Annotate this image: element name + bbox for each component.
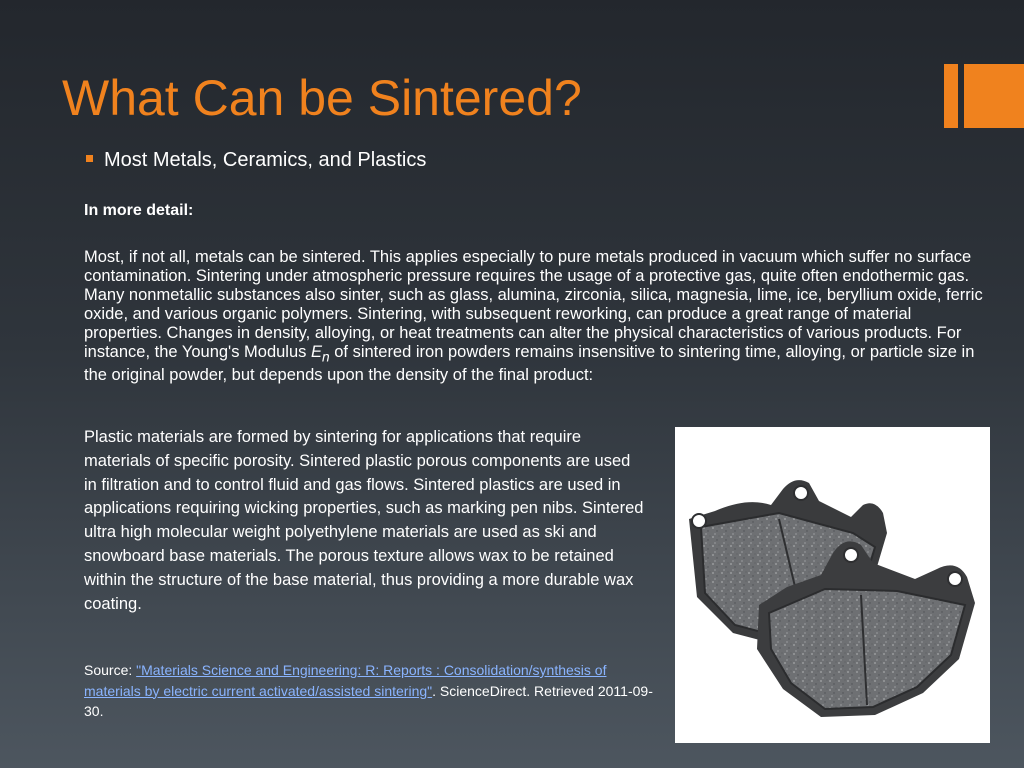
source-citation [84,660,654,722]
accent-bar-wide [964,64,1024,128]
brake-pads-image [675,427,990,743]
source-suffix: . ScienceDirect. Retrieved 2011-09-30. [84,682,653,719]
detail-heading: In more detail: [84,202,194,219]
slide-title: What Can be Sintered? [62,70,582,126]
source-link[interactable]: "Materials Science and Engineering: R: Reports : Consolidation/synthesis of materials by electric current activated/assisted sintering" [84,662,607,699]
metals-paragraph-part1: Most, if not all, metals can be sintered. This applies especially to pure metals produced in vacuum which suffer no surface contamination. Sintering under atmospheric pressure requires the usage of a protective gas, quite often endothermic gas. Many nonmetallic substances also sinter, such as glass, alumina, zirconia, silica, magnesia, lime, ice, beryllium oxide, ferric oxide, and various organic polymers. Sintering, with subsequent reworking, can produce a great range of material properties. Changes in density, alloying, or heat treatments can alter the physical characteristics of various products. For instance, the Young's Modulus [84,248,983,361]
accent-bars [944,64,1024,128]
modulus-subscript [322,349,330,364]
modulus-subscript-text: n [322,349,330,365]
bullet-text: Most Metals, Ceramics, and Plastics [104,149,427,171]
modulus-symbol: E [310,343,322,361]
metals-paragraph [84,248,984,385]
brake-pads-illustration [675,427,990,743]
metals-paragraph-part2: of sintered iron powders remains insensitive to sintering time, alloying, or particle size in the original powder, but depends upon the density of the final product: [84,343,975,385]
square-bullet-icon [86,155,93,162]
accent-bar-thin [944,64,958,128]
source-label: Source: [84,662,137,678]
plastics-paragraph: Plastic materials are formed by sintering for applications that require materials of specific porosity. Sintered plastic porous components are used in filtration and to control fluid and gas flows. Sintered plastics are used in applications requiring wicking properties, such as marking pen nibs. Sintered ultra high molecular weight polyethylene materials are used as ski and snowboard base materials. The porous texture allows wax to be retained within the structure of the base material, thus providing a more durable wax coating. [84,428,644,613]
